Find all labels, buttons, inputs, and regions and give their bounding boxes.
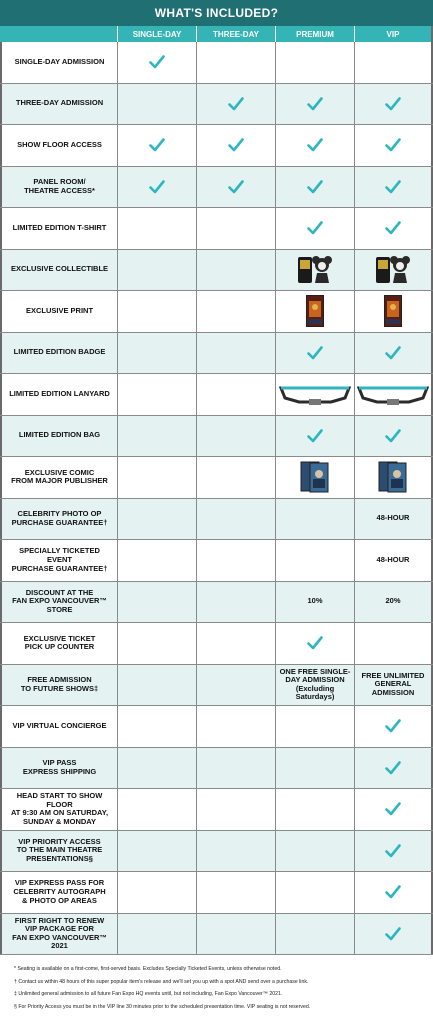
checkmark-icon <box>385 97 401 111</box>
table-row <box>0 706 433 748</box>
row-label <box>0 789 117 830</box>
table-row <box>0 125 433 167</box>
print-image <box>384 295 402 327</box>
table-cell <box>275 416 354 457</box>
checkmark-icon <box>385 138 401 152</box>
row-label-text: VIP PASS EXPRESS SHIPPING <box>22 758 97 776</box>
footnote: † Contact us within 48 hours of this super popular item's release and we'll set you up with a spot AND send over a purchase link. <box>14 978 309 985</box>
table-row <box>0 416 433 458</box>
row-label <box>0 582 117 623</box>
table-cell <box>275 540 354 581</box>
row-label <box>0 748 117 789</box>
row-label <box>0 250 117 291</box>
table-cell <box>275 499 354 540</box>
row-label <box>0 84 117 125</box>
table-cell <box>354 499 433 540</box>
table-row <box>0 665 433 707</box>
cell-value: 10% <box>307 596 323 606</box>
table-cell <box>117 872 196 913</box>
table-cell <box>354 457 433 498</box>
table-cell <box>196 84 275 125</box>
table-cell <box>117 748 196 789</box>
table-cell <box>275 42 354 83</box>
row-label-text: LIMITED EDITION T-SHIRT <box>12 222 107 232</box>
row-label <box>0 831 117 872</box>
column-header-feature <box>0 26 117 42</box>
row-label-text: EXCLUSIVE COLLECTIBLE <box>10 264 109 274</box>
table-cell <box>117 416 196 457</box>
table-cell <box>275 208 354 249</box>
checkmark-icon <box>307 429 323 443</box>
checkmark-icon <box>385 927 401 941</box>
table-row <box>0 208 433 250</box>
row-label-text: SHOW FLOOR ACCESS <box>17 139 102 149</box>
row-label <box>0 499 117 540</box>
checkmark-icon <box>149 180 165 194</box>
table-row <box>0 457 433 499</box>
table-cell <box>196 125 275 166</box>
cell-value: 48-HOUR <box>376 513 410 523</box>
checkmark-icon <box>385 221 401 235</box>
cell-value: 20% <box>385 596 401 606</box>
table-cell <box>196 208 275 249</box>
row-label-text: VIP PRIORITY ACCESS TO THE MAIN THEATRE PRESENTATIONS§ <box>16 836 103 864</box>
table-cell <box>275 374 354 415</box>
table-cell <box>354 872 433 913</box>
table-cell <box>354 167 433 208</box>
checkmark-icon <box>307 346 323 360</box>
table-cell <box>275 665 354 706</box>
row-label <box>0 623 117 664</box>
checkmark-icon <box>307 180 323 194</box>
checkmark-icon <box>307 97 323 111</box>
row-label-text: LIMITED EDITION BAG <box>18 430 101 440</box>
cell-value: 48-HOUR <box>376 554 410 564</box>
table-row <box>0 333 433 375</box>
row-label-text: VIP VIRTUAL CONCIERGE <box>12 720 107 730</box>
table-cell <box>275 167 354 208</box>
row-label-text: THREE-DAY ADMISSION <box>15 98 104 108</box>
table-cell <box>196 872 275 913</box>
table-cell <box>275 623 354 664</box>
table-cell <box>354 84 433 125</box>
table-cell <box>354 333 433 374</box>
row-label <box>0 333 117 374</box>
footnotes <box>14 963 424 1013</box>
table-cell <box>117 499 196 540</box>
table-cell <box>196 333 275 374</box>
footnote: * Seating is available on a first-come, first-served basis. Excludes Specially Ticketed Events, unless otherwise noted. <box>14 966 282 972</box>
row-label <box>0 125 117 166</box>
table-cell <box>117 208 196 249</box>
column-header-single-day: SINGLE-DAY <box>117 26 196 42</box>
table-cell <box>354 665 433 706</box>
table-row <box>0 291 433 333</box>
collectible-image <box>375 254 411 286</box>
table-cell <box>275 872 354 913</box>
row-label-text: CELEBRITY PHOTO OP PURCHASE GUARANTEE† <box>11 509 108 527</box>
row-label-text: EXCLUSIVE TICKET PICK UP COUNTER <box>23 633 96 652</box>
row-label <box>0 167 117 208</box>
row-label-text: FIRST RIGHT TO RENEW VIP PACKAGE FOR FAN EXPO VANCOUVER™ 2021 <box>12 915 107 951</box>
page-title: WHAT'S INCLUDED? <box>0 0 433 26</box>
row-label <box>0 706 117 747</box>
table-cell <box>196 457 275 498</box>
checkmark-icon <box>307 138 323 152</box>
row-label-text: HEAD START TO SHOW FLOOR AT 9:30 AM ON SATURDAY, SUNDAY & MONDAY <box>10 791 109 826</box>
table-cell <box>117 250 196 291</box>
row-label-text: SPECIALLY TICKETED EVENT PURCHASE GUARANTEE† <box>11 546 108 573</box>
table-cell <box>275 333 354 374</box>
row-label-text: FREE ADMISSION TO FUTURE SHOWS‡ <box>20 675 99 693</box>
table-cell <box>275 831 354 872</box>
table-row <box>0 582 433 624</box>
checkmark-icon <box>385 844 401 858</box>
checkmark-icon <box>307 221 323 235</box>
comic-image <box>300 461 330 493</box>
row-label-text: SINGLE-DAY ADMISSION <box>14 56 105 66</box>
table-row <box>0 540 433 582</box>
table-cell <box>275 291 354 332</box>
cell-value: ONE FREE SINGLE- DAY ADMISSION (Excluding Saturdays) <box>279 666 351 702</box>
table-cell <box>196 416 275 457</box>
table-cell <box>354 208 433 249</box>
table-cell <box>117 623 196 664</box>
checkmark-icon <box>149 55 165 69</box>
table-cell <box>275 706 354 747</box>
comic-image <box>378 461 408 493</box>
table-cell <box>196 540 275 581</box>
column-header-premium: PREMIUM <box>275 26 354 42</box>
table-cell <box>117 167 196 208</box>
table-cell <box>196 914 275 955</box>
table-cell <box>117 582 196 623</box>
row-label-text: PANEL ROOM/ THEATRE ACCESS* <box>24 177 95 195</box>
table-row <box>0 499 433 541</box>
checkmark-icon <box>385 885 401 899</box>
table-cell <box>196 623 275 664</box>
table-cell <box>275 748 354 789</box>
table-cell <box>275 250 354 291</box>
row-label-text: EXCLUSIVE COMIC FROM MAJOR PUBLISHER <box>11 467 108 486</box>
table-cell <box>275 789 354 830</box>
table-row <box>0 42 433 84</box>
table-cell <box>196 499 275 540</box>
table-cell <box>117 291 196 332</box>
checkmark-icon <box>385 346 401 360</box>
table-row <box>0 167 433 209</box>
table-cell <box>196 291 275 332</box>
checkmark-icon <box>149 138 165 152</box>
row-label <box>0 540 117 581</box>
checkmark-icon <box>228 180 244 194</box>
feature-table <box>0 42 433 955</box>
collectible-image <box>297 254 333 286</box>
table-cell <box>196 250 275 291</box>
table-cell <box>117 42 196 83</box>
table-row <box>0 831 433 873</box>
table-cell <box>275 125 354 166</box>
row-label-text: LIMITED EDITION BADGE <box>13 347 106 357</box>
table-cell <box>354 623 433 664</box>
table-cell <box>354 706 433 747</box>
table-row <box>0 84 433 126</box>
table-cell <box>196 582 275 623</box>
lanyard-image <box>279 382 351 406</box>
table-cell <box>354 125 433 166</box>
table-cell <box>117 706 196 747</box>
row-label <box>0 374 117 415</box>
table-cell <box>354 748 433 789</box>
table-cell <box>354 291 433 332</box>
table-cell <box>354 831 433 872</box>
table-row <box>0 789 433 831</box>
table-cell <box>117 831 196 872</box>
table-cell <box>196 748 275 789</box>
column-header-row <box>0 26 433 42</box>
checkmark-icon <box>385 802 401 816</box>
table-row <box>0 623 433 665</box>
table-row <box>0 250 433 292</box>
table-cell <box>117 125 196 166</box>
checkmark-icon <box>385 429 401 443</box>
table-cell <box>117 914 196 955</box>
table-cell <box>275 84 354 125</box>
table-row <box>0 748 433 790</box>
table-cell <box>117 540 196 581</box>
table-cell <box>117 457 196 498</box>
row-label <box>0 42 117 83</box>
table-cell <box>354 42 433 83</box>
table-cell <box>354 540 433 581</box>
table-row <box>0 914 433 956</box>
row-label <box>0 872 117 913</box>
table-cell <box>196 706 275 747</box>
row-label <box>0 914 117 955</box>
checkmark-icon <box>385 719 401 733</box>
footnote: ‡ Unlimited general admission to all future Fan Expo HQ events until, but not including, Fan Expo Vancouver™ 2021. <box>14 991 283 997</box>
checkmark-icon <box>385 761 401 775</box>
checkmark-icon <box>228 97 244 111</box>
footnote: § For Priority Access you must be in the VIP line 30 minutes prior to the scheduled presentation time. VIP seating is not reserved. <box>14 1003 311 1010</box>
table-row <box>0 374 433 416</box>
table-cell <box>196 167 275 208</box>
checkmark-icon <box>385 180 401 194</box>
print-image <box>306 295 324 327</box>
table-cell <box>354 582 433 623</box>
table-cell <box>196 665 275 706</box>
table-cell <box>196 374 275 415</box>
row-label <box>0 665 117 706</box>
table-cell <box>275 582 354 623</box>
table-cell <box>354 416 433 457</box>
lanyard-image <box>357 382 429 406</box>
table-cell <box>354 789 433 830</box>
checkmark-icon <box>228 138 244 152</box>
row-label-text: VIP EXPRESS PASS FOR CELEBRITY AUTOGRAPH & PHOTO OP AREAS <box>13 878 106 905</box>
table-cell <box>117 665 196 706</box>
table-cell <box>354 250 433 291</box>
row-label-text: DISCOUNT AT THE FAN EXPO VANCOUVER™ STORE <box>12 587 107 615</box>
table-cell <box>196 789 275 830</box>
row-label <box>0 416 117 457</box>
table-cell <box>275 457 354 498</box>
row-label <box>0 291 117 332</box>
row-label-text: LIMITED EDITION LANYARD <box>9 388 110 398</box>
table-cell <box>117 789 196 830</box>
column-header-three-day: THREE-DAY <box>196 26 275 42</box>
row-label <box>0 208 117 249</box>
table-cell <box>354 374 433 415</box>
cell-value: FREE UNLIMITED GENERAL ADMISSION <box>361 670 425 698</box>
table-cell <box>196 831 275 872</box>
table-cell <box>117 84 196 125</box>
checkmark-icon <box>307 636 323 650</box>
table-row <box>0 872 433 914</box>
column-header-vip: VIP <box>354 26 433 42</box>
table-cell <box>354 914 433 955</box>
table-cell <box>196 42 275 83</box>
table-cell <box>117 374 196 415</box>
row-label <box>0 457 117 498</box>
row-label-text: EXCLUSIVE PRINT <box>25 305 94 315</box>
table-cell <box>275 914 354 955</box>
table-cell <box>117 333 196 374</box>
